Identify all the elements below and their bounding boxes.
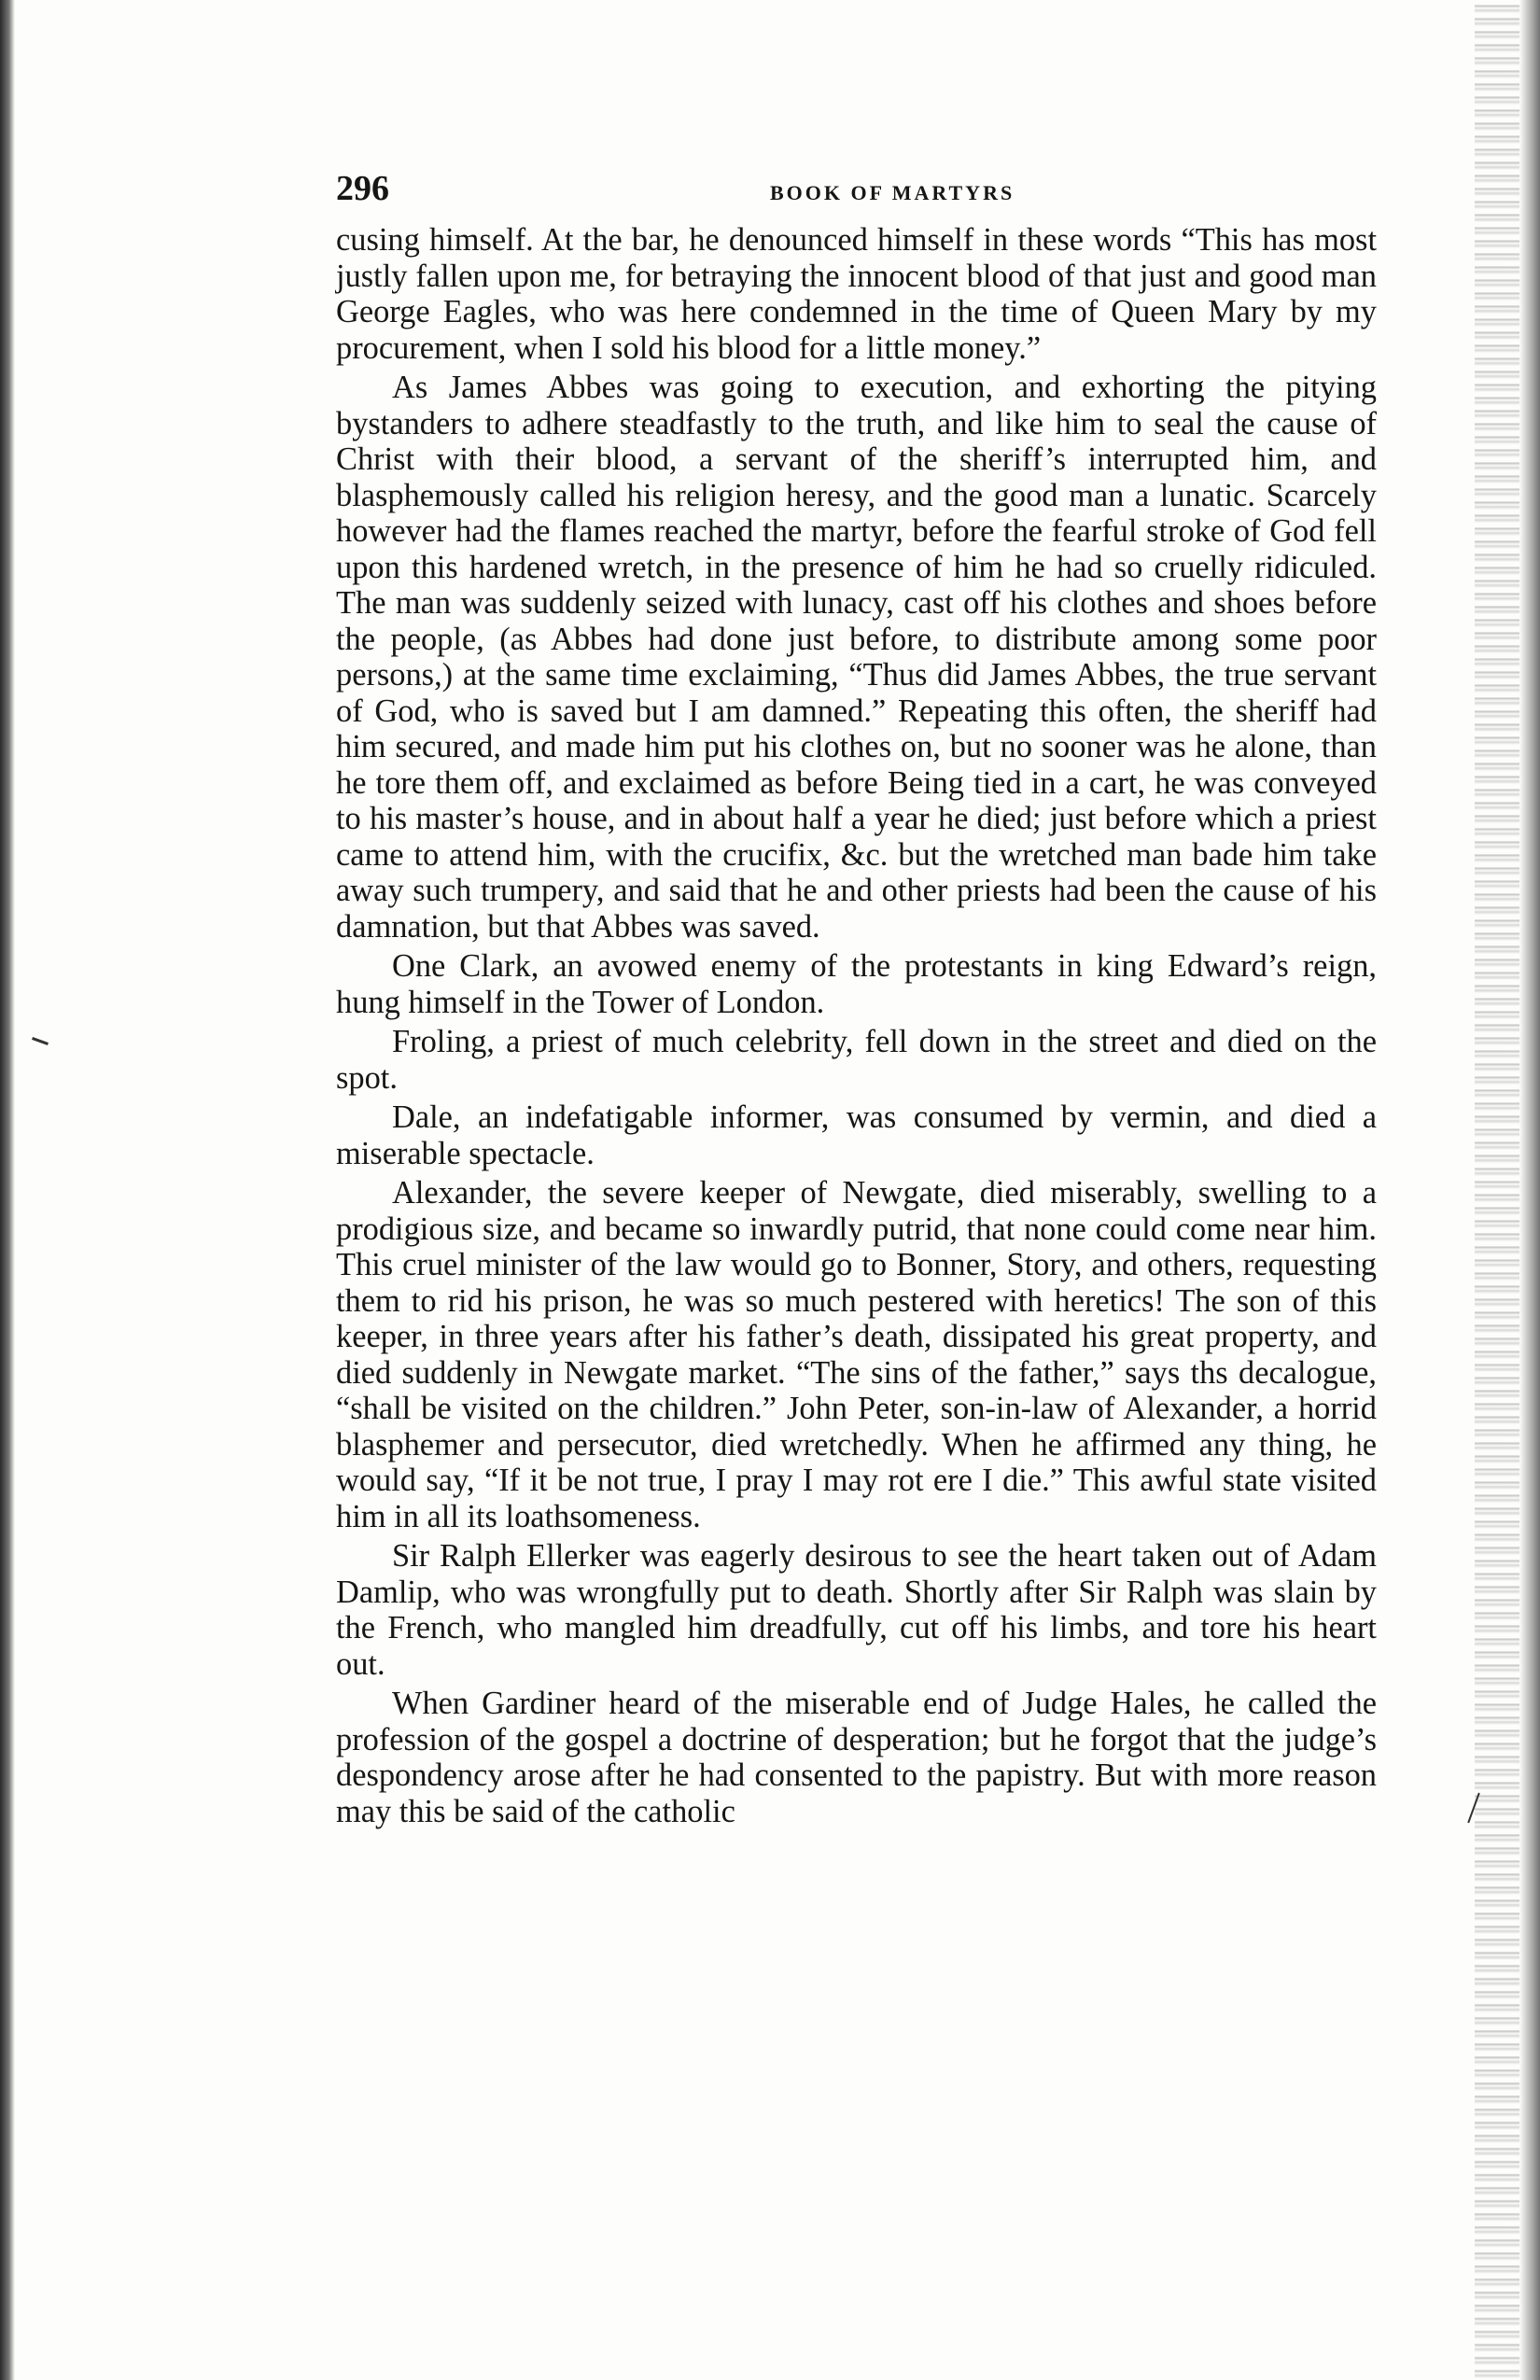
paragraph: Froling, a priest of much celebrity, fell down in the street and died on the spot. <box>336 1024 1377 1096</box>
paragraph: Dale, an indefatigable informer, was consumed by vermin, and died a miserable spectacle. <box>336 1099 1377 1171</box>
paragraph: One Clark, an avowed enemy of the protestants in king Edward’s reign, hung himself in the Tower of London. <box>336 948 1377 1020</box>
body-text <box>336 222 1377 1829</box>
page-number: 296 <box>336 169 389 208</box>
margin-mark <box>32 1037 49 1045</box>
page-header <box>336 168 1377 222</box>
book-page <box>336 168 1377 1829</box>
paragraph: As James Abbes was going to execution, and exhorting the pitying bystanders to adhere steadfastly to the truth, and like him to seal the cause of Christ with their blood, a servant of the sheriff’s interrupted him, and blasphemously called his religion heresy, and the good man a lunatic. Scarcely however had the flames reached the martyr, before the fearful stroke of God fell upon this hardened wretch, in the presence of him he had so cruelly ridiculed. The man was suddenly seized with lunacy, cast off his clothes and shoes before the people, (as Abbes had done just before, to distribute among some poor persons,) at the same time exclaiming, “Thus did James Abbes, the true servant of God, who is saved but I am damned.” Repeating this often, the sheriff had him secured, and made him put his clothes on, but no sooner was he alone, than he tore them off, and exclaimed as before Being tied in a cart, he was conveyed to his master’s house, and in about half a year he died; just before which a priest came to attend him, with the crucifix, &c. but the wretched man bade him take away such trumpery, and said that he and other priests had been the cause of his damnation, but that Abbes was saved. <box>336 370 1377 945</box>
paragraph: When Gardiner heard of the miserable end of Judge Hales, he called the profession of the gospel a doctrine of desperation; but he forgot that the judge’s despondency arose after he had consented to the papistry. But with more reason may this be said of the catholic <box>336 1686 1377 1829</box>
paragraph: cusing himself. At the bar, he denounced himself in these words “This has most justly fallen upon me, for betraying the innocent blood of that just and good man George Eagles, who was here condemned in the time of Queen Mary by my procurement, when I sold his blood for a little money.” <box>336 222 1377 366</box>
scan-page-edge <box>1475 0 1540 2380</box>
running-head: BOOK OF MARTYRS <box>770 181 1015 204</box>
paragraph: Alexander, the severe keeper of Newgate, died miserably, swelling to a prodigious size, and became so inwardly putrid, that none could come near him. This cruel minister of the law would go to Bonner, Story, and others, requesting them to rid his prison, he was so much pestered with heretics! The son of this keeper, in three years after his father’s death, dissipated his great property, and died suddenly in Newgate market. “The sins of the father,” says ths decalogue, “shall be visited on the children.” John Peter, son-in-law of Alexander, a horrid blasphemer and persecutor, died wretchedly. When he affirmed any thing, he would say, “If it be not true, I pray I may rot ere I die.” This awful state visited him in all its loathsomeness. <box>336 1175 1377 1534</box>
scan-binding-shadow <box>0 0 15 2380</box>
paragraph: Sir Ralph Ellerker was eagerly desirous to see the heart taken out of Adam Damlip, who was wrongfully put to death. Shortly after Sir Ralph was slain by the French, who mangled him dreadfully, cut off his limbs, and tore his heart out. <box>336 1538 1377 1682</box>
